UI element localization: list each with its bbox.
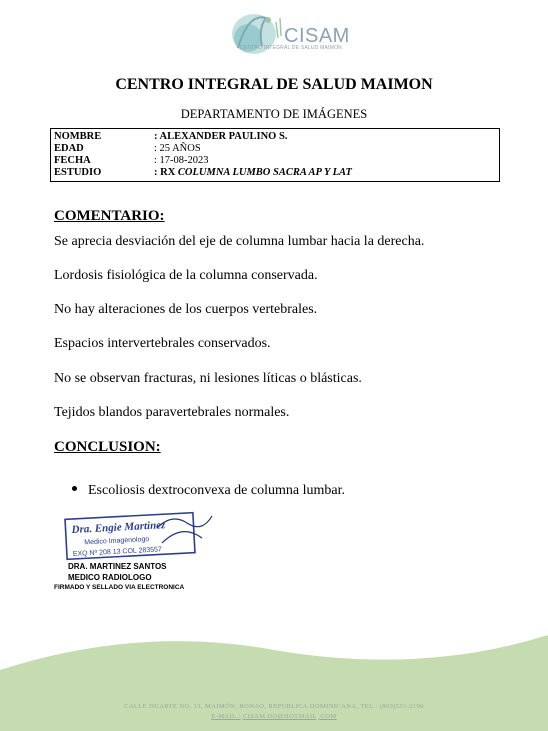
department: DEPARTAMENTO DE IMÁGENES (180, 107, 368, 121)
fecha-label: FECHA (54, 155, 91, 166)
signature-note: FIRMADO Y SELLADO VIA ELECTRONICA (54, 584, 185, 591)
signer-title: MEDICO RADIOLOGO (68, 573, 152, 582)
footer-email-line (0, 713, 548, 720)
estudio-text: COLUMNA LUMBO SACRA AP Y LAT (177, 167, 352, 178)
estudio-prefix: : RX (154, 167, 178, 178)
signature-name-block (68, 561, 167, 583)
signature-stamp (62, 508, 217, 566)
edad-label: EDAD (54, 143, 84, 154)
comentario-line: Tejidos blandos paravertebrales normales. (54, 405, 290, 420)
nombre-label: NOMBRE (54, 131, 102, 142)
estudio-value (154, 167, 352, 179)
comentario-line: No se observan fracturas, ni lesiones líticas o blásticas. (54, 371, 362, 386)
email-link[interactable]: CISAM.DO@HOTMAIL (242, 713, 317, 720)
email-suffix: .COM (318, 713, 337, 720)
signer-name: DRA. MARTINEZ SANTOS (68, 562, 167, 571)
conclusion-item: Escoliosis dextroconvexa de columna lumbar. (88, 483, 345, 498)
estudio-label: ESTUDIO (54, 167, 102, 178)
stamp-exq: EXQ Nº 208 13 COL 283557 (72, 546, 163, 559)
conclusion-heading: CONCLUSION: (54, 439, 161, 455)
edad-value: : 25 AÑOS (154, 143, 201, 154)
email-label: E-MAIL.: (211, 713, 241, 720)
stamp-title: Medico Imagenologo (84, 536, 150, 547)
fecha-value: : 17-08-2023 (154, 155, 209, 166)
comentario-heading: COMENTARIO: (54, 208, 165, 224)
document-title: CENTRO INTEGRAL DE SALUD MAIMON (115, 76, 433, 93)
footer-address: CALLE DUARTE NO. 13, MAIMÓN, BONAO, REPUBLICA DOMINICANA, TEL.: (809)551-2196 (124, 703, 424, 710)
nombre-value: : ALEXANDER PAULINO S. (154, 131, 288, 142)
comentario-line: Lordosis fisiológica de la columna conservada. (54, 268, 318, 283)
bullet-icon (72, 486, 77, 491)
comentario-line: No hay alteraciones de los cuerpos vertebrales. (54, 302, 318, 317)
comentario-line: Se aprecia desviación del eje de columna lumbar hacia la derecha. (54, 234, 425, 249)
logo-name: CISAM (284, 25, 350, 47)
comentario-line: Espacios intervertebrales conservados. (54, 336, 271, 351)
stamp-name: Dra. Engie Martinez (71, 519, 166, 537)
logo-subtitle: CENTRO INTEGRAL DE SALUD MAIMON (240, 45, 342, 51)
patient-info-box (50, 128, 500, 182)
